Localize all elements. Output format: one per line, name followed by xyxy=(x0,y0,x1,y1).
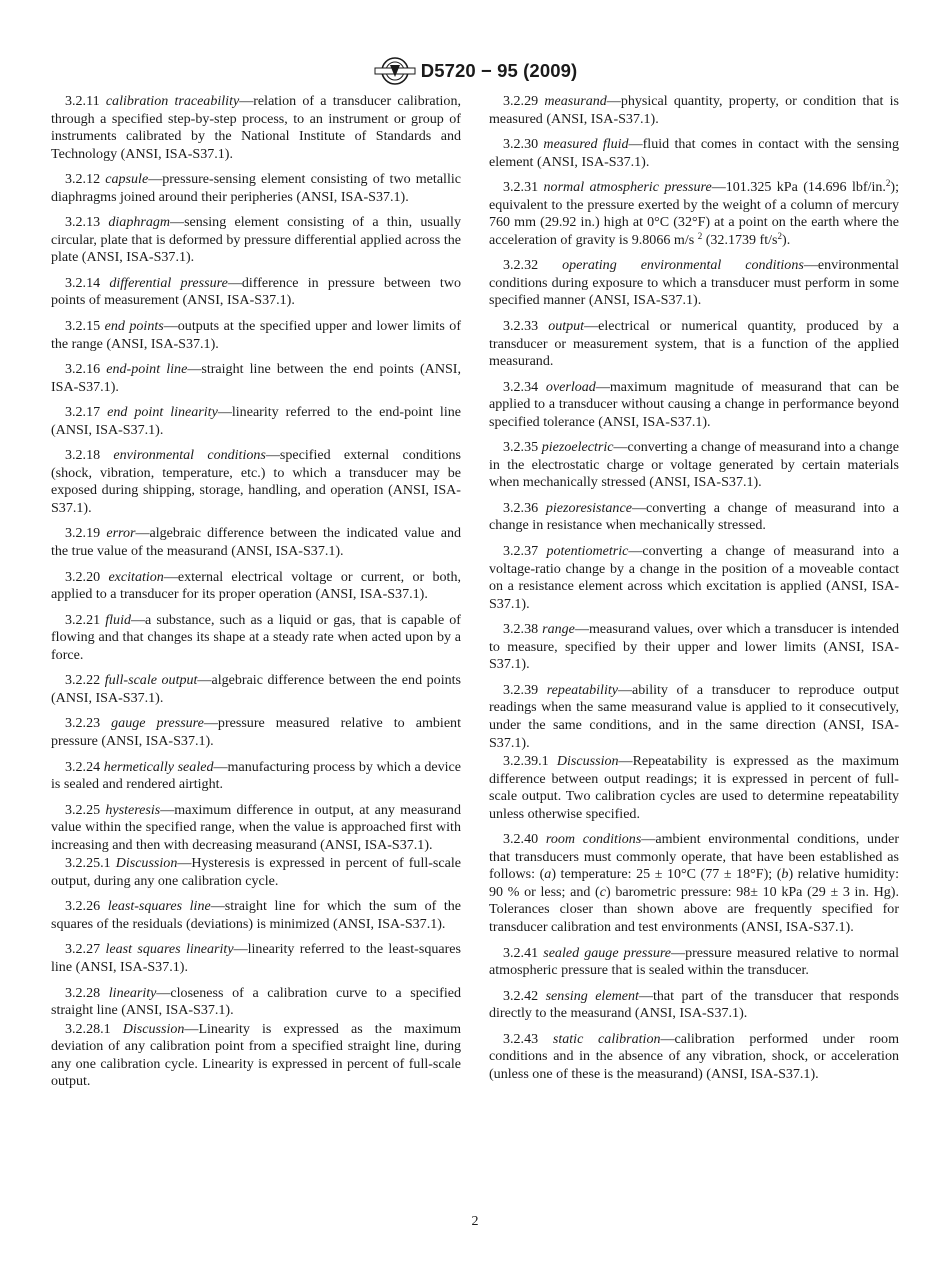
definition-text: algebraic difference between the indicated value and the true value of the measurand (ANSI, ISA-S37.1). xyxy=(51,525,461,560)
definition-text: specified external conditions (shock, vibration, temperature, etc.) to which a transducer may be exposed during shipping, storage, handling, and operation (ANSI, ISA-S37.1). xyxy=(51,447,461,516)
superscript: 2 xyxy=(697,230,703,241)
definition-number: 3.2.41 xyxy=(503,944,544,961)
definition-number: 3.2.22 xyxy=(65,672,105,689)
definition-3-2-25 xyxy=(51,802,461,855)
definition-3-2-17 xyxy=(51,404,461,439)
definition-3-2-33 xyxy=(489,318,899,371)
definition-text: 101.325 kPa (14.696 lbf/in. xyxy=(725,179,886,196)
definition-number: 3.2.28 xyxy=(65,984,109,1001)
definition-text: external electrical voltage or current, or both, applied to a transducer for its proper operation (ANSI, ISA-S37.1). xyxy=(51,568,461,603)
definition-3-2-41 xyxy=(489,945,899,980)
definition-number: 3.2.26 xyxy=(65,898,108,915)
definition-term: differential pressure xyxy=(109,274,228,291)
definition-term: gauge pressure xyxy=(111,715,204,732)
definition-dash: — xyxy=(638,987,653,1004)
definition-dash: — xyxy=(131,611,146,628)
definition-number: 3.2.18 xyxy=(65,447,114,464)
definition-term: measurand xyxy=(544,93,607,109)
definition-3-2-38 xyxy=(489,621,899,674)
definition-term: end point linearity xyxy=(107,404,218,421)
definition-dash: — xyxy=(265,447,280,464)
definition-3-2-40 xyxy=(489,831,899,936)
definition-text: maximum difference in output, at any measurand value within the specified range, when the value is approached first with increasing and then with decreasing measurand (ANSI, ISA-S37.1). xyxy=(51,801,461,853)
definition-dash: — xyxy=(641,831,656,848)
definition-term: sealed gauge pressure xyxy=(543,944,672,961)
definition-text: ) barometric pressure: 98± 10 kPa (29 ± 3 in. Hg). Tolerances closer than shown above are frequently specified for transducer calibration and test environments (ANSI, ISA-S37.1). xyxy=(489,883,899,935)
definition-number: 3.2.21 xyxy=(65,611,106,628)
superscript: 2 xyxy=(885,178,891,189)
definition-text: Linearity is expressed as the maximum deviation of any calibration point from a specified straight line, during any one calibration cycle. Linearity is expressed in percent of full-scale output. xyxy=(51,1020,461,1090)
list-marker: a xyxy=(544,866,552,883)
definition-text: ); equivalent to the pressure exerted by the weight of a column of mercury 760 mm (29.92 in.) high at 0°C (32°F) at a point on the earth where the acceleration of gravity is 9.8066 m/s xyxy=(489,179,899,248)
definition-text: relation of a transducer calibration, through a specified step-by-step process, to an instrument or group of instruments calibrated by the National Institute of Standards and Technology (ANSI, ISA-S37.1). xyxy=(51,93,461,162)
definition-number: 3.2.31 xyxy=(503,179,544,196)
definition-3-2-21 xyxy=(51,612,461,665)
definition-3-2-32 xyxy=(489,257,899,310)
definition-dash: — xyxy=(163,568,178,585)
definition-text: manufacturing process by which a device is sealed and rendered airtight. xyxy=(51,758,461,793)
definition-text: fluid that comes in contact with the sensing element (ANSI, ISA-S37.1). xyxy=(489,136,899,170)
definition-number: 3.2.38 xyxy=(503,621,543,638)
definition-term: measured fluid xyxy=(543,136,629,153)
definition-term: repeatability xyxy=(546,681,618,698)
definition-text: converting a change of measurand into a voltage-ratio change by a change in the position of a moveable contact on a resistance element across which excitation is applied (ANSI, ISA-S37.1). xyxy=(489,543,899,612)
definition-number: 3.2.39.1 xyxy=(503,753,557,770)
definition-3-2-15 xyxy=(51,318,461,353)
definition-3-2-31 xyxy=(489,179,899,249)
definition-dash: — xyxy=(631,499,646,516)
definition-text: straight line between the end points (ANSI, ISA-S37.1). xyxy=(51,361,461,395)
definition-text: Repeatability is expressed as the maximum difference between output readings; it is expressed in percent of full-scale output. Two calibration cycles are used to determine repeatability unless otherwise specified. xyxy=(489,753,900,822)
definition-3-2-39 xyxy=(489,682,899,752)
definition-3-2-20 xyxy=(51,569,461,604)
page-header xyxy=(0,56,950,86)
definition-dash: — xyxy=(177,855,192,872)
definition-dash: — xyxy=(628,136,643,153)
definition-text: (32.1739 ft/s xyxy=(702,231,778,248)
definition-number: 3.2.16 xyxy=(65,361,107,378)
definition-dash: — xyxy=(618,753,633,770)
definition-text: a substance, such as a liquid or gas, that is capable of flowing and that changes its shape at a steady rate when acted upon by a force. xyxy=(51,611,461,663)
definition-dash: — xyxy=(197,672,212,689)
definition-number: 3.2.36 xyxy=(503,499,546,516)
definition-3-2-27 xyxy=(51,941,461,976)
definition-text: measurand values, over which a transducer is intended to measure, specified by their upper and lower limits (ANSI, ISA-S37.1). xyxy=(489,621,899,673)
definition-3-2-42 xyxy=(489,988,899,1023)
definition-3-2-26 xyxy=(51,898,461,933)
definition-text: linearity referred to the least-squares line (ANSI, ISA-S37.1). xyxy=(51,941,461,975)
definition-number: 3.2.25.1 xyxy=(65,855,116,872)
definition-number: 3.2.30 xyxy=(503,136,544,153)
definition-3-2-39-1 xyxy=(489,753,899,823)
definition-dash: — xyxy=(135,525,150,542)
definition-3-2-12 xyxy=(51,171,461,206)
definition-number: 3.2.24 xyxy=(65,758,104,775)
definition-number: 3.2.11 xyxy=(65,93,106,109)
list-marker: c xyxy=(599,883,606,900)
definition-dash: — xyxy=(711,179,726,196)
definition-3-2-36 xyxy=(489,500,899,535)
definition-number: 3.2.12 xyxy=(65,171,106,188)
definition-3-2-28-1 xyxy=(51,1021,461,1091)
definition-text: converting a change of measurand into a change in resistance when mechanically stressed. xyxy=(489,499,899,534)
definition-text: environmental conditions during exposure to which a transducer must perform in some specified manner (ANSI, ISA-S37.1). xyxy=(489,257,899,309)
definition-text: calibration performed under room conditions and in the absence of any vibration, shock, or acceleration (unless one of these is the measurand) (ANSI, ISA-S37.1). xyxy=(489,1030,899,1082)
definition-number: 3.2.23 xyxy=(65,715,112,732)
definition-dash: — xyxy=(163,318,178,335)
definition-dash: — xyxy=(217,404,232,421)
definition-term: sensing element xyxy=(545,987,639,1004)
definition-term: linearity xyxy=(108,984,157,1001)
definition-3-2-29 xyxy=(489,93,899,128)
definition-dash: — xyxy=(606,93,621,109)
definition-text: linearity referred to the end-point line (ANSI, ISA-S37.1). xyxy=(51,404,461,438)
definition-dash: — xyxy=(628,543,643,560)
definition-text: physical quantity, property, or condition that is measured (ANSI, ISA-S37.1). xyxy=(489,93,899,127)
definition-3-2-18 xyxy=(51,447,461,517)
definition-dash: — xyxy=(210,898,225,915)
definition-dash: — xyxy=(227,274,242,291)
definition-3-2-28 xyxy=(51,985,461,1020)
definition-dash: — xyxy=(184,1020,199,1037)
definition-dash: — xyxy=(213,758,228,775)
definition-number: 3.2.14 xyxy=(65,274,110,291)
definition-number: 3.2.34 xyxy=(503,378,546,395)
definition-text: ) temperature: 25 ± 10°C (77 ± 18°F); ( xyxy=(551,866,782,883)
definition-term: hysteresis xyxy=(105,801,161,818)
definition-text: pressure measured relative to ambient pressure (ANSI, ISA-S37.1). xyxy=(51,715,461,749)
definition-term: operating environmental conditions xyxy=(562,257,804,274)
definition-dash: — xyxy=(613,439,628,456)
definition-3-2-37 xyxy=(489,543,899,613)
definition-term: end-point line xyxy=(106,361,188,378)
definition-number: 3.2.33 xyxy=(503,318,549,335)
definition-term: Discussion xyxy=(115,855,178,872)
definition-number: 3.2.19 xyxy=(65,525,107,542)
definition-number: 3.2.27 xyxy=(65,941,106,958)
page-number: 2 xyxy=(471,1214,479,1229)
definition-text: difference in pressure between two points of measurement (ANSI, ISA-S37.1). xyxy=(51,274,461,309)
definition-3-2-19 xyxy=(51,525,461,560)
definition-dash: — xyxy=(156,984,171,1001)
definition-term: least-squares line xyxy=(107,898,211,915)
right-column xyxy=(489,93,899,1091)
definition-term: range xyxy=(542,621,575,638)
definition-dash: — xyxy=(187,361,202,378)
definition-number: 3.2.15 xyxy=(65,318,105,335)
definition-term: hermetically sealed xyxy=(103,758,214,775)
astm-logo-icon xyxy=(373,56,417,86)
definition-dash: — xyxy=(584,318,599,335)
definition-3-2-43 xyxy=(489,1031,899,1084)
definition-text: Hysteresis is expressed in percent of full-scale output, during any one calibration cycle. xyxy=(51,855,462,889)
definition-number: 3.2.37 xyxy=(503,543,547,560)
definition-text: that part of the transducer that responds directly to the measurand (ANSI, ISA-S37.1). xyxy=(489,987,899,1022)
definition-term: calibration traceability xyxy=(105,93,240,109)
definition-number: 3.2.35 xyxy=(503,439,542,456)
definition-dash: — xyxy=(148,171,163,188)
definition-3-2-25-1 xyxy=(51,855,461,890)
definition-3-2-22 xyxy=(51,672,461,707)
definition-text: closeness of a calibration curve to a specified straight line (ANSI, ISA-S37.1). xyxy=(51,984,461,1019)
definition-term: Discussion xyxy=(556,753,619,770)
definition-term: room conditions xyxy=(545,831,642,848)
definition-term: error xyxy=(106,525,136,542)
definition-number: 3.2.40 xyxy=(503,831,546,848)
definition-number: 3.2.20 xyxy=(65,568,109,585)
definition-number: 3.2.13 xyxy=(65,214,109,231)
definition-text: algebraic difference between the end points (ANSI, ISA-S37.1). xyxy=(51,672,461,706)
definition-3-2-23 xyxy=(51,715,461,750)
definition-3-2-13 xyxy=(51,214,461,267)
definition-3-2-30 xyxy=(489,136,899,171)
definition-term: static calibration xyxy=(552,1030,661,1047)
definition-text: converting a change of measurand into a change in the electrostatic charge or voltage generated by certain materials when mechanically stressed (ANSI, ISA-S37.1). xyxy=(489,439,899,491)
definition-text: sensing element consisting of a thin, usually circular, plate that is deformed by pressure differential applied across the plate (ANSI, ISA-S37.1). xyxy=(51,214,461,266)
definition-term: Discussion xyxy=(122,1020,185,1037)
definition-3-2-34 xyxy=(489,379,899,432)
definition-term: piezoelectric xyxy=(541,439,614,456)
definition-dash: — xyxy=(671,944,686,961)
definition-text: pressure-sensing element consisting of two metallic diaphragms joined around their peripheries (ANSI, ISA-S37.1). xyxy=(51,171,461,205)
definition-dash: — xyxy=(803,257,818,274)
definition-text: ). xyxy=(782,231,791,248)
definition-number: 3.2.43 xyxy=(503,1030,553,1047)
definition-term: end points xyxy=(104,318,164,335)
definition-number: 3.2.39 xyxy=(503,681,547,698)
definition-text: pressure measured relative to normal atmospheric pressure that is sealed within the transducer. xyxy=(489,944,899,979)
definition-dash: — xyxy=(160,801,175,818)
definition-term: environmental conditions xyxy=(113,447,266,464)
list-marker: b xyxy=(781,866,789,883)
definition-text: maximum magnitude of measurand that can be applied to a transducer without causing a change in performance beyond specified tolerance (ANSI, ISA-S37.1). xyxy=(489,378,899,430)
definition-term: excitation xyxy=(108,568,164,585)
definition-term: potentiometric xyxy=(546,543,629,560)
definition-number: 3.2.29 xyxy=(503,93,545,109)
definition-number: 3.2.17 xyxy=(65,404,108,421)
definition-3-2-16 xyxy=(51,361,461,396)
definition-text: ) relative humidity: 90 % or less; and ( xyxy=(489,866,899,900)
definition-dash: — xyxy=(170,214,185,231)
definition-dash: — xyxy=(239,93,254,109)
definition-dash: — xyxy=(233,941,248,958)
definition-dash: — xyxy=(618,681,633,698)
definition-term: fluid xyxy=(105,611,131,628)
definition-dash: — xyxy=(595,378,610,395)
definition-text: outputs at the specified upper and lower limits of the range (ANSI, ISA-S37.1). xyxy=(51,318,461,352)
superscript: 2 xyxy=(777,230,783,241)
left-column xyxy=(51,93,461,1099)
definition-number: 3.2.28.1 xyxy=(65,1020,123,1037)
definition-text: straight line for which the sum of the squares of the residuals (deviations) is minimized (ANSI, ISA-S37.1). xyxy=(51,898,461,932)
definition-term: normal atmospheric pressure xyxy=(543,179,712,196)
definition-text: ability of a transducer to reproduce output readings when the same measurand value is applied to it consecutively, under the same conditions, and in the same direction (ANSI, ISA-S37.1). xyxy=(489,681,899,751)
definition-term: capsule xyxy=(105,171,149,188)
definition-term: diaphragm xyxy=(108,214,171,231)
definition-term: piezoresistance xyxy=(545,499,632,516)
definition-dash: — xyxy=(203,715,218,732)
definition-text: ambient environmental conditions, under that transducers must commonly operate, that have been established as follows: ( xyxy=(489,831,899,883)
definition-term: overload xyxy=(545,378,596,395)
definition-number: 3.2.25 xyxy=(65,801,106,818)
definition-3-2-24 xyxy=(51,759,461,794)
document-code: D5720 − 95 (2009) xyxy=(420,60,578,81)
definition-text: electrical or numerical quantity, produced by a transducer or measurement system, that is a function of the applied measurand. xyxy=(489,318,899,370)
definition-3-2-11 xyxy=(51,93,461,163)
definition-term: output xyxy=(548,318,585,335)
definition-number: 3.2.32 xyxy=(503,257,563,274)
definition-dash: — xyxy=(574,621,589,638)
definition-3-2-14 xyxy=(51,275,461,310)
definition-term: full-scale output xyxy=(104,672,198,689)
definition-dash: — xyxy=(660,1030,675,1047)
definition-term: least squares linearity xyxy=(105,941,234,958)
definition-number: 3.2.42 xyxy=(503,987,546,1004)
definition-3-2-35 xyxy=(489,439,899,492)
